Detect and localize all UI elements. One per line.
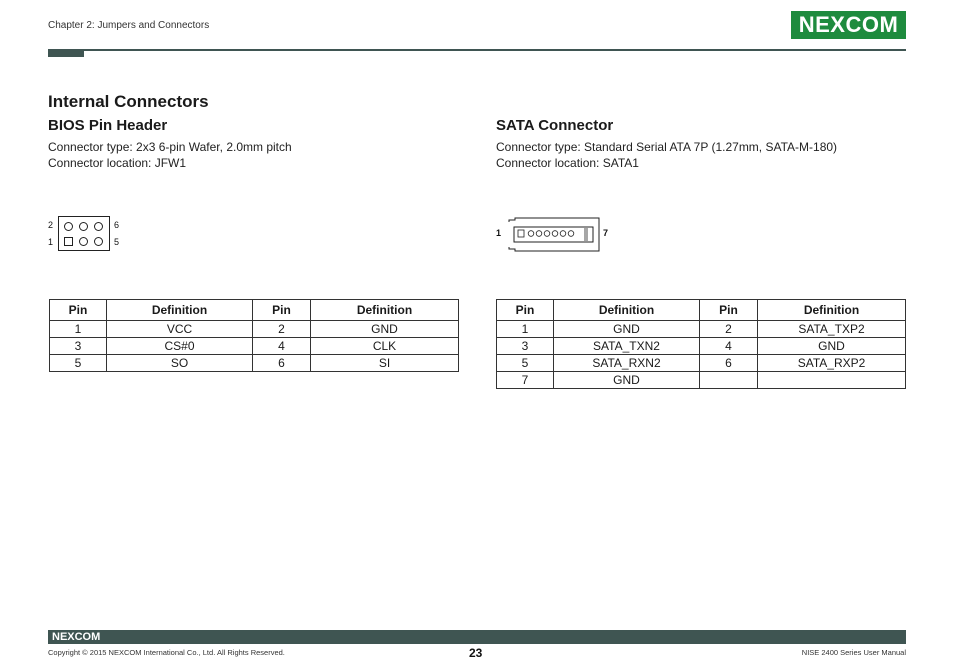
table-row	[497, 372, 906, 389]
col-header: Definition	[758, 300, 906, 321]
table-cell: GND	[311, 321, 459, 338]
table-cell: GND	[554, 321, 700, 338]
corner-square-icon	[889, 630, 897, 638]
sata-pin-table	[496, 299, 906, 389]
bios-pin-label-5: 5	[114, 237, 120, 247]
table-cell	[758, 372, 906, 389]
table-cell: 6	[700, 355, 758, 372]
col-header: Pin	[253, 300, 311, 321]
col-header: Pin	[50, 300, 107, 321]
pin-circle-icon	[94, 222, 103, 231]
corner-square-icon	[898, 638, 906, 644]
table-cell: SI	[311, 355, 459, 372]
header-rule-block	[48, 49, 84, 57]
pin-circle-icon	[64, 222, 73, 231]
table-row	[497, 355, 906, 372]
col-header: Pin	[497, 300, 554, 321]
table-cell: SATA_RXN2	[554, 355, 700, 372]
table-cell: SATA_RXP2	[758, 355, 906, 372]
section-title: Internal Connectors	[48, 92, 209, 111]
bios-header-diagram	[58, 216, 110, 251]
table-cell: 4	[253, 338, 311, 355]
header-rule	[48, 49, 906, 51]
page-number: 23	[469, 646, 483, 660]
bios-pin-table	[49, 299, 459, 372]
table-cell: GND	[758, 338, 906, 355]
col-header: Definition	[554, 300, 700, 321]
table-cell: CLK	[311, 338, 459, 355]
col-header: Definition	[107, 300, 253, 321]
manual-name: NISE 2400 Series User Manual	[801, 648, 906, 657]
table-row	[50, 355, 459, 372]
footer-bar	[48, 630, 906, 644]
table-cell: SATA_TXN2	[554, 338, 700, 355]
table-cell: 5	[497, 355, 554, 372]
sata-connector-location: Connector location: SATA1	[496, 156, 639, 170]
table-cell: SATA_TXP2	[758, 321, 906, 338]
nexcom-logo: NEXCOM	[791, 11, 906, 39]
pin-circle-icon	[79, 237, 88, 246]
bios-pin-label-6: 6	[114, 220, 120, 230]
table-cell: SO	[107, 355, 253, 372]
table-row	[497, 338, 906, 355]
table-cell: VCC	[107, 321, 253, 338]
bios-connector-type: Connector type: 2x3 6-pin Wafer, 2.0mm pitch	[48, 140, 292, 154]
table-cell: 5	[50, 355, 107, 372]
sata-connector-diagram	[507, 217, 601, 253]
bios-title: BIOS Pin Header	[48, 117, 168, 134]
footer-logo: NEXCOM	[52, 631, 101, 643]
sata-pin-label-7: 7	[603, 228, 609, 238]
table-cell: 1	[50, 321, 107, 338]
table-row	[50, 321, 459, 338]
bios-pin-label-1: 1	[48, 237, 54, 247]
table-cell: 2	[700, 321, 758, 338]
table-cell: CS#0	[107, 338, 253, 355]
copyright-text: Copyright © 2015 NEXCOM International Co., Ltd. All Rights Reserved.	[48, 648, 285, 657]
chapter-header: Chapter 2: Jumpers and Connectors	[48, 20, 210, 31]
table-cell: 4	[700, 338, 758, 355]
table-cell	[700, 372, 758, 389]
pin-circle-icon	[94, 237, 103, 246]
col-header: Definition	[311, 300, 459, 321]
bios-pin-label-2: 2	[48, 220, 54, 230]
col-header: Pin	[700, 300, 758, 321]
table-row	[50, 338, 459, 355]
pin-circle-icon	[79, 222, 88, 231]
table-cell: 3	[497, 338, 554, 355]
table-cell: 2	[253, 321, 311, 338]
pin-square-icon	[64, 237, 73, 246]
table-cell: GND	[554, 372, 700, 389]
sata-connector-type: Connector type: Standard Serial ATA 7P (1.27mm, SATA-M-180)	[496, 140, 838, 154]
table-row	[497, 321, 906, 338]
sata-pin-label-1: 1	[496, 228, 502, 238]
table-cell: 1	[497, 321, 554, 338]
table-cell: 3	[50, 338, 107, 355]
bios-connector-location: Connector location: JFW1	[48, 156, 187, 170]
table-cell: 6	[253, 355, 311, 372]
sata-title: SATA Connector	[496, 117, 614, 134]
table-cell: 7	[497, 372, 554, 389]
